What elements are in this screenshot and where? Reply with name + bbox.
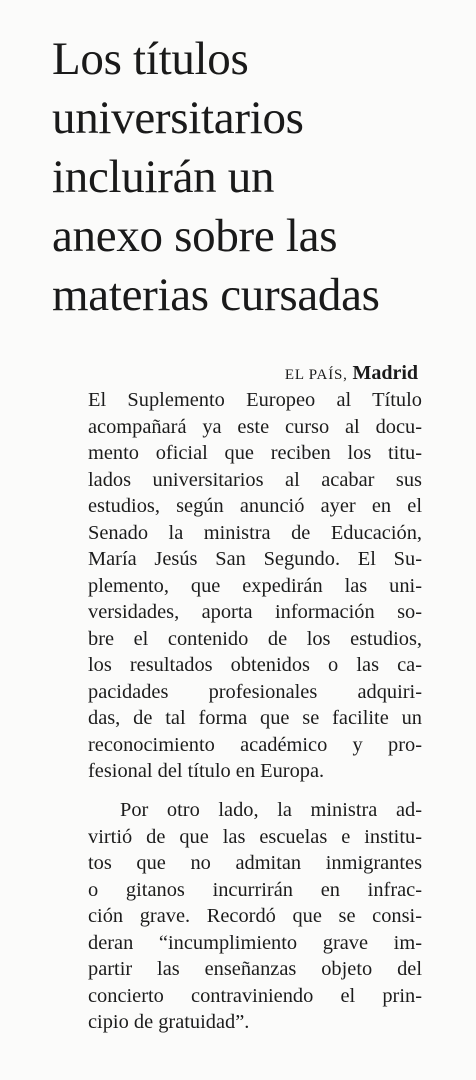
body-line: das, de tal forma que se facilite un	[88, 707, 422, 729]
body-line: partir las enseñanzas objeto del	[88, 958, 422, 980]
body-line: ción grave. Recordó que se consi-	[88, 905, 422, 927]
body-line: versidades, aporta información so-	[88, 601, 422, 623]
body-line: reconocimiento académico y pro-	[88, 733, 422, 756]
body-paragraph-2	[88, 797, 422, 1036]
body-line: tos que no admitan inmigrantes	[88, 852, 422, 874]
byline-source: EL PAÍS,	[284, 367, 348, 383]
body-line: pacidades profesionales adquiri-	[88, 680, 422, 703]
body-line: virtió de que las escuelas e institu-	[88, 825, 422, 848]
body-line: acompañará ya este curso al docu-	[88, 415, 422, 438]
body-line: bre el contenido de los estudios,	[88, 627, 422, 650]
body-line: Senado la ministra de Educación,	[88, 521, 422, 544]
body-line: cipio de gratuidad”.	[88, 1011, 250, 1033]
body-paragraph-1	[88, 387, 422, 785]
headline-line: Los títulos	[52, 33, 249, 85]
body-line: fesional del título en Europa.	[88, 760, 325, 782]
body-line: plemento, que expedirán las uni-	[88, 574, 422, 597]
headline-line: anexo sobre las	[52, 210, 338, 262]
headline-line: incluirán un	[52, 151, 275, 203]
body-line: deran “incumplimiento grave im-	[88, 931, 422, 954]
body-line: María Jesús San Segundo. El Su-	[88, 548, 422, 570]
headline-line: universitarios	[52, 92, 304, 144]
body-line: los resultados obtenidos o las ca-	[88, 654, 422, 676]
byline-city: Madrid	[352, 362, 418, 384]
body-line: El Suplemento Europeo al Título	[88, 389, 422, 411]
article-byline	[88, 360, 418, 388]
body-line: lados universitarios al acabar sus	[88, 468, 422, 491]
body-line: estudios, según anunció ayer en el	[88, 495, 422, 517]
body-line: concierto contraviniendo el prin-	[88, 984, 422, 1007]
headline-line: materias cursadas	[52, 269, 380, 321]
article-headline	[52, 30, 452, 325]
body-line: o gitanos incurrirán en infrac-	[88, 878, 422, 901]
body-line: mento oficial que reciben los titu-	[88, 442, 422, 464]
body-line: Por otro lado, la ministra ad-	[120, 799, 422, 821]
